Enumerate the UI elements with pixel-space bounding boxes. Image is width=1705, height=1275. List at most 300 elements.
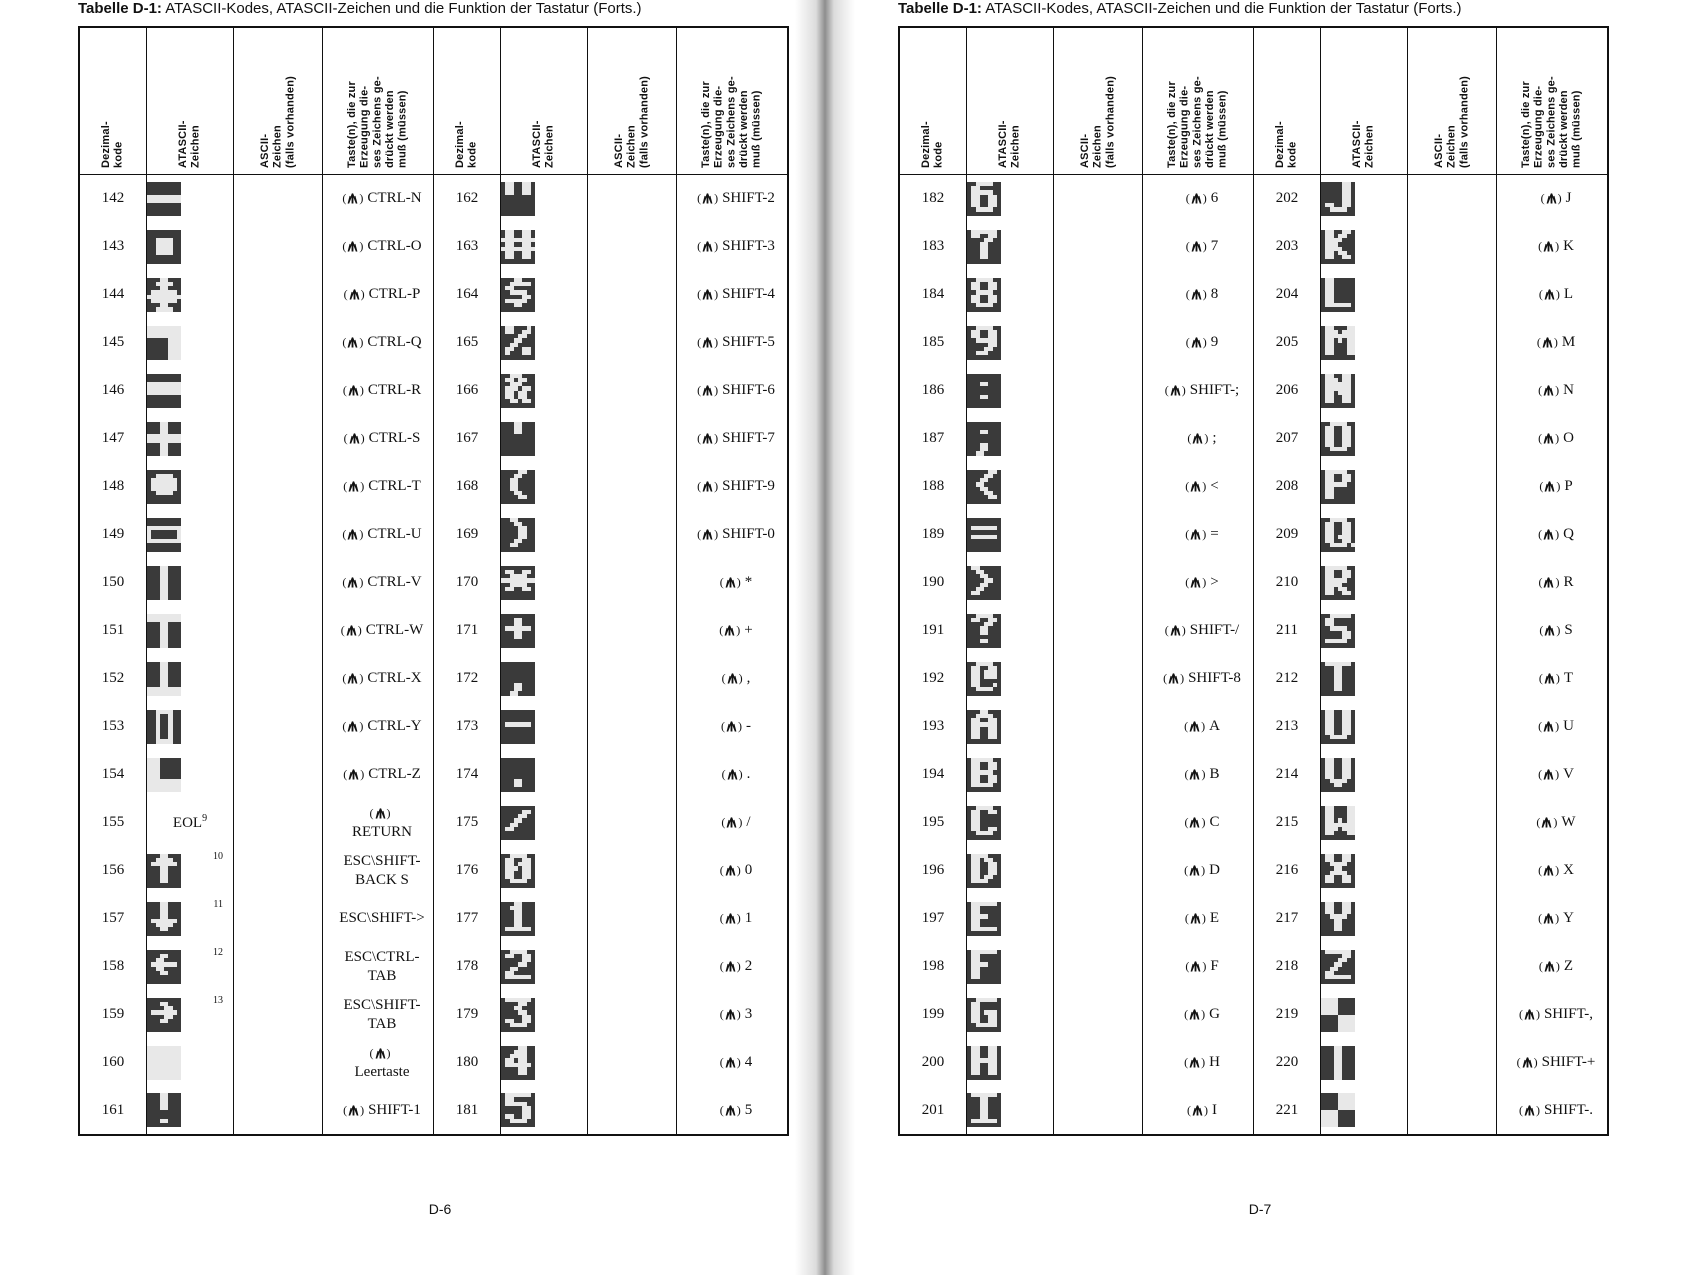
decimal-code: 197 [899,895,967,943]
atari-logo-icon: ( ) [1540,191,1562,206]
atari-logo-icon: ( ) [1538,383,1560,398]
atari-logo-icon: ( ) [1516,1055,1538,1070]
key-combination [323,1039,434,1087]
key-combination-text: CTRL-P [368,286,421,303]
ascii-character [1408,511,1497,559]
column-header-atascii_zeichen: ATASCII- Zeichen [967,27,1054,175]
decimal-code: 188 [899,463,967,511]
table-row [899,991,1608,1039]
decimal-code: 204 [1254,271,1321,319]
ascii-character [1054,319,1143,367]
decimal-code: 166 [434,367,501,415]
page-number: D-7 [1248,1201,1272,1217]
ascii-character [1408,895,1497,943]
atari-logo-icon: ( ) [1164,383,1186,398]
decimal-code: 212 [1254,655,1321,703]
atascii-character [1321,271,1408,319]
atascii-glyph-digit-1 [501,902,535,936]
atascii-character [1321,415,1408,463]
atascii-character [967,1039,1054,1087]
atascii-character [147,751,234,799]
decimal-code: 161 [79,1087,147,1135]
decimal-code: 194 [899,751,967,799]
key-combination [1497,1087,1609,1135]
atascii-character [1321,319,1408,367]
table-row [899,559,1608,607]
atari-logo-icon: ( ) [1538,431,1560,446]
atascii-character [147,223,234,271]
table-caption-text: ATASCII-Kodes, ATASCII-Zeichen und die Funktion der Tastatur (Forts.) [161,0,642,17]
decimal-code: 169 [434,511,501,559]
key-combination-text: SHIFT-; [1189,382,1240,399]
ascii-character [234,511,323,559]
key-combination [677,847,789,895]
atascii-character [967,607,1054,655]
key-combination [677,415,789,463]
atari-logo-icon: ( ) [343,1102,365,1117]
key-combination-text: / [746,814,751,831]
atascii-character [1321,655,1408,703]
atascii-character [147,655,234,703]
key-combination-text: Y [1563,910,1574,927]
ascii-character [234,319,323,367]
table-row [79,367,788,415]
eol-label: EOL$^9$ [172,813,208,831]
decimal-code: 218 [1254,943,1321,991]
key-combination-text: 3 [744,1006,753,1023]
atari-logo-icon: ( ) [1538,287,1560,302]
key-combination-text: SHIFT-/ [1189,622,1240,639]
key-combination [1143,703,1254,751]
ascii-character [1054,943,1143,991]
ascii-character [1054,463,1143,511]
decimal-code: 177 [434,895,501,943]
atascii-glyph-letter-P [1321,470,1355,504]
atari-logo-icon: ( ) [1164,623,1186,638]
atascii-character [967,703,1054,751]
atascii-character [147,367,234,415]
table-row [899,271,1608,319]
key-combination-text: Z [1563,958,1574,975]
atascii-character [1321,367,1408,415]
atari-logo-icon: ( ) [1538,527,1560,542]
table-row [899,1039,1608,1087]
atari-logo-icon: ( ) [342,191,364,206]
ascii-character [588,703,677,751]
ascii-character [1408,799,1497,847]
ascii-character [1408,223,1497,271]
ascii-character [588,175,677,223]
key-combination [1143,799,1254,847]
ascii-character [1054,991,1143,1039]
atascii-glyph-bracket-tall [147,710,181,744]
key-combination-text: ESC\CTRL-TAB [344,948,420,984]
key-combination [677,319,789,367]
key-combination [1497,271,1609,319]
key-combination [1497,415,1609,463]
key-combination [1143,319,1254,367]
atascii-character [501,463,588,511]
key-combination [323,463,434,511]
key-combination [677,1087,789,1135]
atascii-glyph-question [967,614,1001,648]
atascii-glyph-letter-N [1321,374,1355,408]
decimal-code: 203 [1254,223,1321,271]
decimal-code: 148 [79,463,147,511]
key-combination [1143,943,1254,991]
decimal-code: 186 [899,367,967,415]
decimal-code: 184 [899,271,967,319]
atascii-glyph-letter-V [1321,758,1355,792]
ascii-character [234,799,323,847]
ascii-character [1054,1087,1143,1135]
table-row [79,991,788,1039]
key-combination [1497,991,1609,1039]
ascii-character [1054,223,1143,271]
atascii-glyph-digit-7 [967,230,1001,264]
decimal-code: 172 [434,655,501,703]
atascii-glyph-arrow-up [147,854,181,888]
atari-logo-icon: ( ) [1163,671,1185,686]
atascii-glyph-digit-8 [967,278,1001,312]
key-combination-text: SHIFT-. [1543,1101,1594,1118]
decimal-code: 216 [1254,847,1321,895]
atascii-character [1321,1039,1408,1087]
key-combination [677,991,789,1039]
key-combination-text: CTRL-V [367,574,422,591]
decimal-code: 171 [434,607,501,655]
table-row [899,847,1608,895]
atari-logo-icon: ( ) [1184,863,1206,878]
key-combination-text: A [1209,718,1220,735]
key-combination-text: SHIFT-2 [722,190,775,207]
key-combination-text: F [1210,958,1219,975]
ascii-character [234,895,323,943]
atari-logo-icon: ( ) [1185,191,1207,206]
atascii-glyph-letter-R [1321,566,1355,600]
ascii-character [1408,271,1497,319]
decimal-code: 195 [899,799,967,847]
key-combination-text: SHIFT-+ [1541,1054,1596,1071]
atascii-glyph-digit-6 [967,182,1001,216]
ascii-character [1408,367,1497,415]
decimal-code: 144 [79,271,147,319]
atascii-glyph-hyphen [501,710,535,744]
table-row [899,943,1608,991]
key-combination-text: N [1563,382,1574,399]
key-combination-text: SHIFT-8 [1188,670,1241,687]
decimal-code: 173 [434,703,501,751]
atascii-character [967,991,1054,1039]
decimal-code: 149 [79,511,147,559]
table-row [79,655,788,703]
key-combination-text: X [1563,862,1574,879]
atascii-code-table [78,26,789,1136]
atari-logo-icon: ( ) [721,767,743,782]
column-header-atascii_zeichen: ATASCII- Zeichen [501,27,588,175]
ascii-character [234,415,323,463]
atari-logo-icon: ( ) [697,383,719,398]
atascii-character [147,799,234,847]
key-combination-text: T [1563,670,1574,687]
key-combination [1497,847,1609,895]
ascii-character [1408,655,1497,703]
ascii-character [234,655,323,703]
atascii-glyph-letter-J [1321,182,1355,216]
atascii-character [147,1039,234,1087]
ascii-character [588,223,677,271]
column-header-ascii_zeichen: ASCII- Zeichen (falls vorhanden) [1054,27,1143,175]
key-combination [1143,223,1254,271]
decimal-code: 142 [79,175,147,223]
atascii-glyph-paren-open [501,470,535,504]
column-header-tasten_plural: Taste(n), die zur Erzeugung die- ses Zeichens ge- drückt werden muß (müssen) [1497,27,1609,175]
ascii-character [1408,415,1497,463]
decimal-code: 152 [79,655,147,703]
atascii-glyph-letter-B [967,758,1001,792]
atari-logo-icon: ( ) [719,959,741,974]
key-combination [1497,751,1609,799]
decimal-code: 180 [434,1039,501,1087]
atascii-character [967,559,1054,607]
key-combination [677,511,789,559]
key-combination [677,559,789,607]
decimal-code: 196 [899,847,967,895]
table-row [899,319,1608,367]
atascii-character [1321,943,1408,991]
atascii-glyph-letter-C [967,806,1001,840]
key-combination-text: C [1209,814,1220,831]
key-combination-text: M [1561,334,1576,351]
ascii-character [588,319,677,367]
atascii-character [501,703,588,751]
key-combination [677,607,789,655]
atascii-glyph-slash [501,806,535,840]
decimal-code: 160 [79,1039,147,1087]
ascii-character [234,559,323,607]
ascii-character [234,1039,323,1087]
atascii-glyph-cross [147,422,181,456]
ascii-character [588,943,677,991]
column-header-ascii_zeichen: ASCII- Zeichen (falls vorhanden) [588,27,677,175]
atascii-character [967,511,1054,559]
key-combination [677,895,789,943]
atascii-character [967,1087,1054,1135]
key-combination [323,991,434,1039]
atari-logo-icon: ( ) [1184,911,1206,926]
atascii-character [501,319,588,367]
decimal-code: 170 [434,559,501,607]
ascii-character [234,271,323,319]
book-gutter [795,0,855,1275]
atascii-character [147,703,234,751]
decimal-code: 179 [434,991,501,1039]
key-combination [1497,703,1609,751]
atari-logo-icon: ( ) [1185,287,1207,302]
atascii-glyph-letter-E [967,902,1001,936]
atascii-character [501,367,588,415]
decimal-code: 215 [1254,799,1321,847]
ascii-character [234,991,323,1039]
atascii-glyph-percent [501,326,535,360]
atari-logo-icon: ( ) [369,805,391,820]
key-combination-text: SHIFT-4 [722,286,775,303]
atascii-glyph-letter-S [1321,614,1355,648]
atascii-character [967,271,1054,319]
decimal-code: 167 [434,415,501,463]
atari-logo-icon: ( ) [1518,1102,1540,1117]
key-combination [1143,607,1254,655]
atascii-glyph-tee-up [147,662,181,696]
decimal-code: 143 [79,223,147,271]
atari-logo-icon: ( ) [719,1055,741,1070]
atascii-character [967,415,1054,463]
atascii-glyph-semicolon [967,422,1001,456]
key-combination [677,703,789,751]
atascii-glyph-block-dash [147,182,181,216]
footnote-marker: 11 [213,898,223,910]
atari-logo-icon: ( ) [342,719,364,734]
ascii-character [588,1039,677,1087]
key-combination [1497,655,1609,703]
key-combination-text: . [746,766,751,783]
key-combination-text: CTRL-S [368,430,421,447]
atascii-character [501,175,588,223]
atari-logo-icon: ( ) [1185,959,1207,974]
atascii-glyph-letter-M [1321,326,1355,360]
key-combination [323,415,434,463]
atascii-glyph-letter-G [967,998,1001,1032]
ascii-character [1054,847,1143,895]
atari-logo-icon: ( ) [1518,1007,1540,1022]
key-combination-text: G [1209,1006,1220,1023]
key-combination [1143,559,1254,607]
decimal-code: 150 [79,559,147,607]
key-combination [323,271,434,319]
atascii-character [147,991,234,1039]
ascii-character [1054,655,1143,703]
atascii-glyph-block-full [147,1046,181,1080]
atascii-glyph-letter-O [1321,422,1355,456]
decimal-code: 213 [1254,703,1321,751]
decimal-code: 193 [899,703,967,751]
atascii-glyph-greater-than [967,566,1001,600]
key-combination-text: U [1563,718,1574,735]
table-caption [898,0,1640,18]
key-combination [1143,271,1254,319]
footnote-marker: 13 [213,994,223,1006]
ascii-character [588,415,677,463]
key-combination-text: 9 [1210,334,1219,351]
atari-logo-icon: ( ) [342,383,364,398]
key-combination [1497,511,1609,559]
atascii-character [967,175,1054,223]
key-combination [323,703,434,751]
decimal-code: 145 [79,319,147,367]
decimal-code: 206 [1254,367,1321,415]
atascii-glyph-dot-block [147,470,181,504]
decimal-code: 154 [79,751,147,799]
atascii-glyph-letter-F [967,950,1001,984]
page-left [60,0,820,1275]
table-row [79,847,788,895]
atari-logo-icon: ( ) [1539,623,1561,638]
atascii-character [501,415,588,463]
decimal-code: 165 [434,319,501,367]
atari-logo-icon: ( ) [1185,527,1207,542]
ascii-character [588,751,677,799]
key-combination-text: E [1209,910,1220,927]
decimal-code: 178 [434,943,501,991]
atascii-glyph-letter-Q [1321,518,1355,552]
atascii-glyph-letter-W [1321,806,1355,840]
decimal-code: 210 [1254,559,1321,607]
key-combination [1497,895,1609,943]
atascii-glyph-digit-2 [501,950,535,984]
atascii-glyph-letter-L [1321,278,1355,312]
footnote-marker: 10 [213,850,223,862]
table-row [79,175,788,223]
key-combination-text: B [1209,766,1220,783]
ascii-character [588,1087,677,1135]
decimal-code: 191 [899,607,967,655]
ascii-character [1408,703,1497,751]
footnote-marker: 12 [213,946,223,958]
key-combination-text: CTRL-O [367,238,422,255]
key-combination [677,751,789,799]
key-combination-text: SHIFT-, [1543,1006,1594,1023]
decimal-code: 209 [1254,511,1321,559]
atascii-glyph-apostrophe [501,422,535,456]
atascii-character [501,511,588,559]
atascii-character [967,319,1054,367]
key-combination-text: W [1561,814,1576,831]
atari-logo-icon: ( ) [1538,239,1560,254]
atascii-glyph-letter-U [1321,710,1355,744]
ascii-character [234,943,323,991]
table-row [899,607,1608,655]
atascii-character [501,607,588,655]
ascii-character [588,895,677,943]
table-row [79,703,788,751]
key-combination [1143,1039,1254,1087]
ascii-character [588,799,677,847]
atascii-glyph-hash [501,230,535,264]
atascii-glyph-bracket-close [1321,1093,1355,1127]
atascii-glyph-letter-X [1321,854,1355,888]
atascii-glyph-block-small-square [147,230,181,264]
atascii-glyph-colon [967,374,1001,408]
ascii-character [1408,1087,1497,1135]
key-combination-text: L [1563,286,1574,303]
ascii-character [1054,559,1143,607]
atascii-glyph-letter-Y [1321,902,1355,936]
key-combination-text: 6 [1210,190,1219,207]
decimal-code: 207 [1254,415,1321,463]
atascii-character [967,655,1054,703]
key-combination-text: SHIFT-9 [722,478,775,495]
atascii-character [1321,511,1408,559]
atari-logo-icon: ( ) [1185,239,1207,254]
atascii-character [967,943,1054,991]
atascii-character [967,463,1054,511]
key-combination [677,223,789,271]
key-combination-text: R [1563,574,1574,591]
ascii-character [1408,1039,1497,1087]
atascii-character [501,943,588,991]
column-header-dezimalkode: Dezimal- kode [899,27,967,175]
atascii-character [147,607,234,655]
